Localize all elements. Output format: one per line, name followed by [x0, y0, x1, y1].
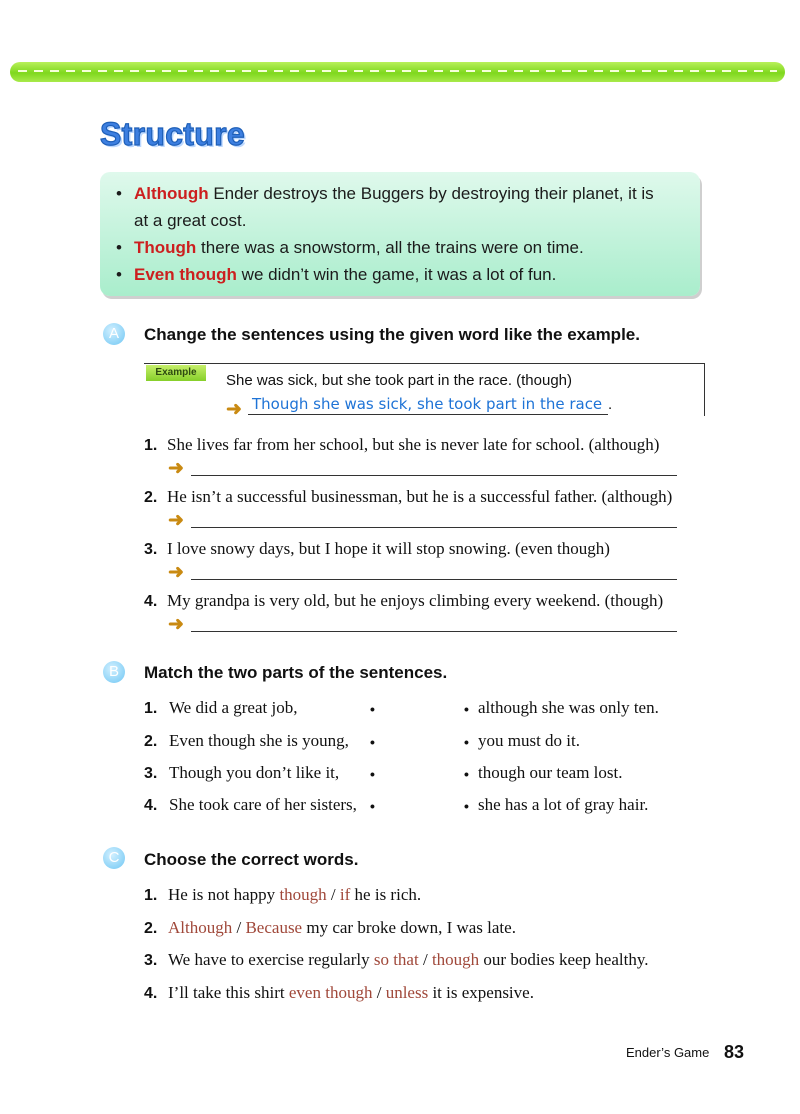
- match-right-text: although she was only ten.: [478, 698, 659, 717]
- item-number: 3.: [144, 541, 158, 558]
- example-sentence: She was sick, but she took part in the race. (though): [226, 372, 573, 389]
- structure-text: Ender destroys the Buggers by destroying their planet, it is: [208, 184, 654, 203]
- answer-line[interactable]: [191, 475, 677, 476]
- match-left-text: She took care of her sisters,: [169, 795, 357, 814]
- match-left-text: Though you don’t like it,: [169, 763, 340, 782]
- match-dot-left[interactable]: •: [370, 734, 375, 750]
- choice-option-2[interactable]: if: [339, 885, 351, 904]
- arrow-icon: ➜: [168, 614, 184, 635]
- choice-option-1[interactable]: so that: [373, 950, 419, 969]
- bullet: •: [116, 238, 122, 257]
- item-number: 4.: [144, 593, 158, 610]
- section-c-badge: C: [103, 847, 125, 869]
- structure-text: we didn’t win the game, it was a lot of fun.: [236, 265, 557, 284]
- item-number: 2.: [144, 733, 158, 750]
- arrow-icon: ➜: [168, 562, 184, 583]
- example-answer-line: [248, 414, 608, 415]
- footer-book-title: Ender’s Game: [626, 1045, 710, 1060]
- question-text: I love snowy days, but I hope it will stop snowing. (even though): [167, 539, 610, 558]
- answer-line[interactable]: [191, 631, 677, 632]
- keyword: Even though: [134, 265, 237, 284]
- item-number: 2.: [144, 920, 158, 937]
- structure-line: [116, 265, 556, 285]
- top-decorative-band: [10, 62, 785, 82]
- item-number: 3.: [144, 952, 158, 969]
- example-tag: Example: [146, 365, 206, 381]
- item-number: 1.: [144, 700, 158, 717]
- answer-line[interactable]: [191, 579, 677, 580]
- section-b-badge: B: [103, 661, 125, 683]
- structure-line: [116, 184, 654, 204]
- choice-sentence: We have to exercise regularly so that / though our bodies keep healthy.: [168, 950, 649, 969]
- choice-sentence: Although / Because my car broke down, I was late.: [168, 918, 516, 937]
- item-number: 3.: [144, 765, 158, 782]
- item-number: 4.: [144, 797, 158, 814]
- match-dot-right[interactable]: •: [464, 701, 469, 717]
- question-text: My grandpa is very old, but he enjoys climbing every weekend. (though): [167, 591, 664, 610]
- answer-line[interactable]: [191, 527, 677, 528]
- choice-sentence: I’ll take this shirt even though / unless it is expensive.: [168, 983, 534, 1002]
- match-dot-right[interactable]: •: [464, 766, 469, 782]
- choice-option-2[interactable]: though: [431, 950, 480, 969]
- match-dot-left[interactable]: •: [370, 798, 375, 814]
- section-a-heading: Change the sentences using the given word like the example.: [144, 325, 640, 344]
- keyword: Though: [134, 238, 197, 257]
- structure-line: [116, 211, 246, 231]
- choice-option-2[interactable]: Because: [245, 918, 303, 937]
- match-dot-right[interactable]: •: [464, 734, 469, 750]
- section-a-badge: A: [103, 323, 125, 345]
- page-title: Structure: [100, 116, 245, 152]
- structure-box: [100, 172, 700, 296]
- match-dot-left[interactable]: •: [370, 766, 375, 782]
- example-period: .: [608, 396, 613, 413]
- bullet: •: [116, 184, 122, 203]
- match-left-text: Even though she is young,: [169, 731, 349, 750]
- item-number: 1.: [144, 437, 158, 454]
- structure-line: [116, 238, 584, 258]
- keyword: Although: [134, 184, 209, 203]
- choice-option-1[interactable]: even though: [288, 983, 373, 1002]
- match-dot-right[interactable]: •: [464, 798, 469, 814]
- bullet: •: [116, 265, 122, 284]
- choice-option-1[interactable]: though: [279, 885, 327, 904]
- structure-text: there was a snowstorm, all the trains were on time.: [196, 238, 584, 257]
- match-right-text: she has a lot of gray hair.: [478, 795, 649, 814]
- arrow-icon: ➜: [226, 399, 242, 420]
- arrow-icon: ➜: [168, 510, 184, 531]
- section-b-heading: Match the two parts of the sentences.: [144, 663, 448, 682]
- item-number: 2.: [144, 489, 158, 506]
- question-text: He isn’t a successful businessman, but he is a successful father. (although): [167, 487, 673, 506]
- page-number: 83: [724, 1042, 745, 1062]
- choice-option-2[interactable]: unless: [385, 983, 429, 1002]
- question-text: She lives far from her school, but she is never late for school. (although): [167, 435, 660, 454]
- example-answer: Though she was sick, she took part in the race: [252, 395, 603, 413]
- choice-sentence: He is not happy though / if he is rich.: [168, 885, 422, 904]
- section-c-heading: Choose the correct words.: [144, 850, 359, 869]
- choice-option-1[interactable]: Although: [168, 918, 233, 937]
- match-right-text: you must do it.: [478, 731, 581, 750]
- match-dot-left[interactable]: •: [370, 701, 375, 717]
- arrow-icon: ➜: [168, 458, 184, 479]
- item-number: 4.: [144, 985, 158, 1002]
- match-right-text: though our team lost.: [478, 763, 623, 782]
- item-number: 1.: [144, 887, 158, 904]
- structure-text: at a great cost.: [134, 211, 247, 230]
- match-left-text: We did a great job,: [169, 698, 298, 717]
